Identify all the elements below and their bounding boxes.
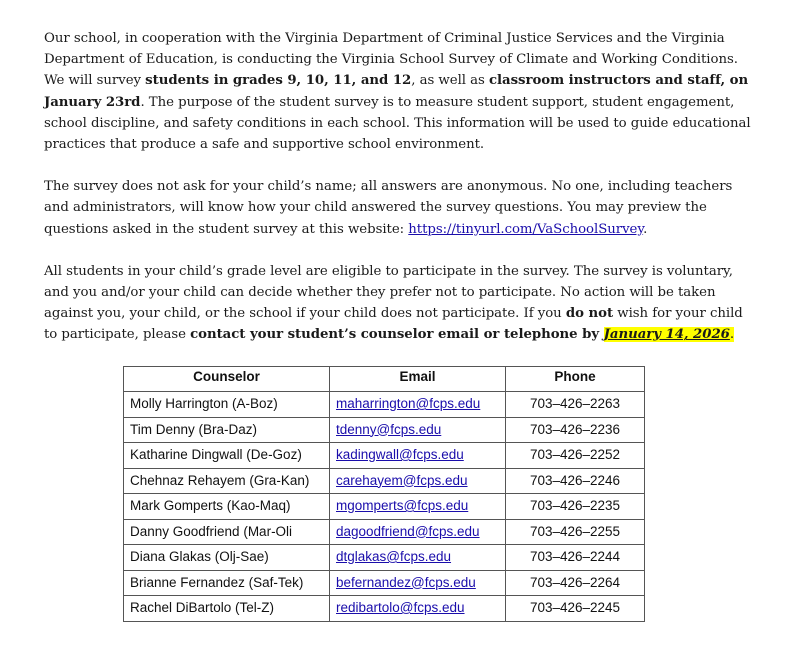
counselor-phone: 703–426–2235 [506,494,645,520]
anonymity-text: The survey does not ask for your child’s name; all answers are anonymous. No one, including teachers and administrators, will know how your child answered the survey questions. You may preview the questions asked in the student survey at this website: [44,179,733,237]
intro-text: Our school, in cooperation with the Virginia Department of Criminal Justice Services and the Virginia Department of Education, is conducting the Virginia School Survey of Climate and Working Conditions. We will survey [44,31,738,89]
counselor-name: Rachel DiBartolo (Tel-Z) [124,596,330,622]
counselor-phone: 703–426–2255 [506,519,645,545]
intro-text: , as well as [411,73,489,89]
counselor-email-link[interactable]: redibartolo@fcps.edu [336,600,465,615]
counselor-email-link[interactable]: carehayem@fcps.edu [336,472,468,488]
counselor-phone: 703–426–2236 [506,417,645,443]
counselor-email-link[interactable]: dagoodfriend@fcps.edu [336,523,480,539]
counselor-phone: 703–426–2244 [506,545,645,571]
opt-out-text: All students in your child’s grade level are eligible to participate in the survey. The survey is voluntary, and you and/or your child can decide whether they prefer not to participate. No action will be taken against you, your child, or the school if your child does not participate. If you [44,263,733,322]
table-row [124,545,645,571]
intro-text: . The purpose of the student survey is to measure student support, student engagement, school discipline, and safety conditions in each school. This information will be used to guide educational practices that produce a safe and supportive school environment. [44,94,751,153]
opt-out-text: . [729,327,735,343]
counselor-phone: 703–426–2252 [506,443,645,469]
counselor-email-link[interactable]: befernandez@fcps.edu [336,574,476,590]
anonymity-text: . [643,221,648,237]
counselor-name: Brianne Fernandez (Saf-Tek) [124,570,330,596]
counselor-phone: 703–426–2245 [506,596,645,622]
counselor-table [123,366,645,622]
table-row [124,570,645,596]
contact-counselor-bold: contact your student’s counselor email or telephone by [190,327,604,343]
counselor-name: Tim Denny (Bra-Daz) [124,417,330,443]
counselor-phone: 703–426–2263 [506,392,645,418]
counselor-name: Mark Gomperts (Kao-Maq) [124,494,330,520]
counselor-email-link[interactable]: kadingwall@fcps.edu [336,447,464,462]
counselor-email-link[interactable]: dtglakas@fcps.edu [336,549,452,564]
table-row [124,519,645,545]
header-counselor: Counselor [124,367,330,392]
table-header-row [124,367,645,392]
counselor-name: Molly Harrington (A-Boz) [124,392,330,418]
deadline-date-highlight: January 14, 2026 [603,327,730,343]
opt-out-text: wish for your child to participate, please [44,306,743,343]
table-row [124,443,645,469]
counselor-name: Diana Glakas (Olj-Sae) [124,545,330,571]
table-row [124,494,645,520]
intro-grades-bold: students in grades 9, 10, 11, and 12 [145,73,412,89]
intro-staff-date-bold: classroom instructors and staff, on January 23rd [44,73,749,110]
survey-preview-link[interactable]: https://tinyurl.com/VaSchoolSurvey [408,221,644,237]
table-row [124,468,645,494]
do-not-bold: do not [565,306,614,322]
counselor-phone: 703–426–2264 [506,570,645,596]
counselor-name: Danny Goodfriend (Mar-Oli [124,519,330,545]
letter-body [44,28,756,367]
paragraph-intro [44,28,756,155]
paragraph-anonymity [44,176,756,240]
table-row [124,417,645,443]
counselor-email-link[interactable]: mgomperts@fcps.edu [336,498,469,513]
counselor-phone: 703–426–2246 [506,468,645,494]
counselor-email-link[interactable]: tdenny@fcps.edu [336,421,442,437]
header-phone: Phone [506,367,645,392]
counselor-email-link[interactable]: maharrington@fcps.edu [336,396,481,411]
paragraph-opt-out [44,261,756,346]
counselor-name: Chehnaz Rehayem (Gra-Kan) [124,468,330,494]
table-row [124,392,645,418]
counselor-name: Katharine Dingwall (De-Goz) [124,443,330,469]
table-row [124,596,645,622]
header-email: Email [330,367,506,392]
